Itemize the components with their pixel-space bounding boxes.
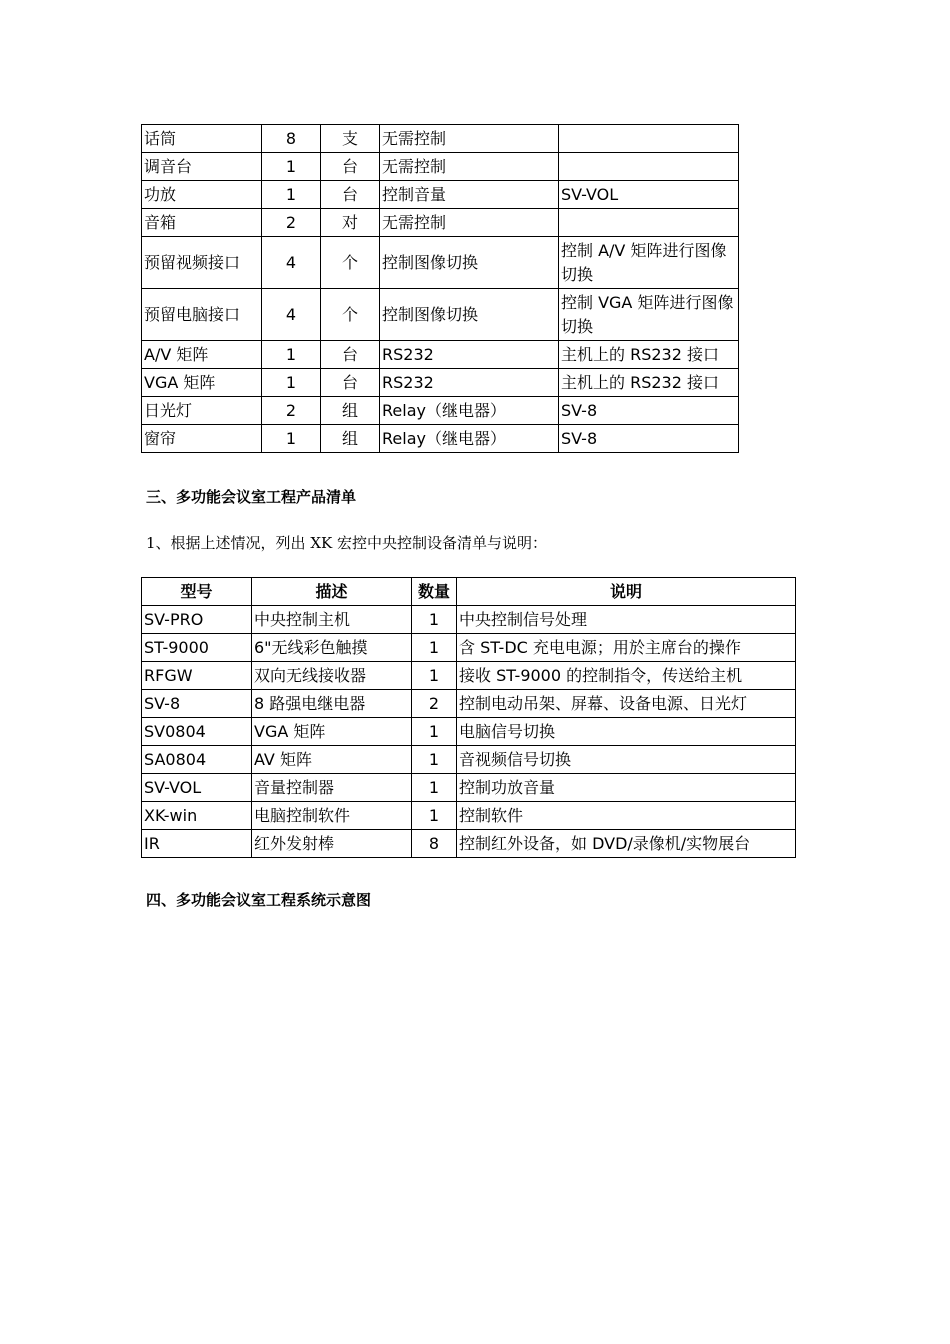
product-note: 音视频信号切换 [457, 746, 796, 774]
product-desc: AV 矩阵 [252, 746, 412, 774]
table-row [142, 830, 796, 858]
control-method: 无需控制 [380, 153, 559, 181]
product-qty: 1 [412, 634, 457, 662]
device-name: 日光灯 [142, 397, 262, 425]
device-name: 预留电脑接口 [142, 289, 262, 341]
product-desc: 中央控制主机 [252, 606, 412, 634]
product-model: IR [142, 830, 252, 858]
device-name: 预留视频接口 [142, 237, 262, 289]
product-model: SA0804 [142, 746, 252, 774]
device-name: 话筒 [142, 125, 262, 153]
device-unit: 对 [321, 209, 380, 237]
table-row [142, 774, 796, 802]
table-row [142, 341, 739, 369]
product-list-table [141, 577, 796, 858]
control-method: RS232 [380, 341, 559, 369]
device-unit: 组 [321, 425, 380, 453]
table-row [142, 397, 739, 425]
device-qty: 8 [262, 125, 321, 153]
product-desc: 双向无线接收器 [252, 662, 412, 690]
header-qty: 数量 [412, 578, 457, 606]
product-note: 控制软件 [457, 802, 796, 830]
device-qty: 1 [262, 369, 321, 397]
device-unit: 个 [321, 289, 380, 341]
table-row [142, 425, 739, 453]
control-method: 控制图像切换 [380, 289, 559, 341]
control-note: SV-VOL [559, 181, 739, 209]
section-4-heading: 四、多功能会议室工程系统示意图 [146, 891, 372, 909]
table-row [142, 125, 739, 153]
header-desc: 描述 [252, 578, 412, 606]
control-method: Relay（继电器） [380, 397, 559, 425]
product-desc: 红外发射棒 [252, 830, 412, 858]
product-qty: 8 [412, 830, 457, 858]
product-qty: 1 [412, 718, 457, 746]
table-row [142, 802, 796, 830]
section-3-intro: 1、根据上述情况，列出 XK 宏控中央控制设备清单与说明： [146, 534, 547, 552]
control-note: 控制 VGA 矩阵进行图像切换 [559, 289, 739, 341]
control-method: 控制音量 [380, 181, 559, 209]
product-note: 中央控制信号处理 [457, 606, 796, 634]
device-qty: 1 [262, 425, 321, 453]
control-note: SV-8 [559, 425, 739, 453]
product-desc: 8 路强电继电器 [252, 690, 412, 718]
section-3-heading: 三、多功能会议室工程产品清单 [146, 488, 357, 506]
control-method: RS232 [380, 369, 559, 397]
product-qty: 2 [412, 690, 457, 718]
product-model: SV-8 [142, 690, 252, 718]
control-method: 无需控制 [380, 209, 559, 237]
table-row [142, 209, 739, 237]
product-note: 控制功放音量 [457, 774, 796, 802]
device-unit: 台 [321, 181, 380, 209]
device-qty: 1 [262, 341, 321, 369]
control-note: 主机上的 RS232 接口 [559, 369, 739, 397]
control-method: 控制图像切换 [380, 237, 559, 289]
product-qty: 1 [412, 662, 457, 690]
control-note [559, 209, 739, 237]
product-model: SV-PRO [142, 606, 252, 634]
control-method: Relay（继电器） [380, 425, 559, 453]
control-note [559, 125, 739, 153]
product-model: ST-9000 [142, 634, 252, 662]
device-unit: 支 [321, 125, 380, 153]
control-note: SV-8 [559, 397, 739, 425]
device-unit: 组 [321, 397, 380, 425]
table-row [142, 662, 796, 690]
product-desc: VGA 矩阵 [252, 718, 412, 746]
product-model: RFGW [142, 662, 252, 690]
product-qty: 1 [412, 774, 457, 802]
product-desc: 音量控制器 [252, 774, 412, 802]
table-row [142, 237, 739, 289]
product-note: 控制红外设备，如 DVD/录像机/实物展台 [457, 830, 796, 858]
product-qty: 1 [412, 606, 457, 634]
product-desc: 电脑控制软件 [252, 802, 412, 830]
product-note: 控制电动吊架、屏幕、设备电源、日光灯 [457, 690, 796, 718]
table-row [142, 634, 796, 662]
table-row [142, 369, 739, 397]
table-header-row [142, 578, 796, 606]
device-qty: 2 [262, 397, 321, 425]
header-note: 说明 [457, 578, 796, 606]
table-row [142, 153, 739, 181]
product-model: SV0804 [142, 718, 252, 746]
device-name: A/V 矩阵 [142, 341, 262, 369]
table-row [142, 690, 796, 718]
product-model: SV-VOL [142, 774, 252, 802]
header-model: 型号 [142, 578, 252, 606]
product-qty: 1 [412, 746, 457, 774]
device-name: VGA 矩阵 [142, 369, 262, 397]
device-name: 窗帘 [142, 425, 262, 453]
device-name: 音箱 [142, 209, 262, 237]
device-qty: 1 [262, 181, 321, 209]
product-note: 含 ST-DC 充电电源；用於主席台的操作 [457, 634, 796, 662]
device-qty: 4 [262, 289, 321, 341]
table-row [142, 606, 796, 634]
device-unit: 台 [321, 341, 380, 369]
device-control-table [141, 124, 739, 453]
device-unit: 台 [321, 369, 380, 397]
control-note: 控制 A/V 矩阵进行图像切换 [559, 237, 739, 289]
table-row [142, 718, 796, 746]
product-note: 接收 ST-9000 的控制指令，传送给主机 [457, 662, 796, 690]
product-note: 电脑信号切换 [457, 718, 796, 746]
table-row [142, 289, 739, 341]
table-row [142, 746, 796, 774]
device-name: 调音台 [142, 153, 262, 181]
control-note [559, 153, 739, 181]
device-qty: 1 [262, 153, 321, 181]
device-qty: 2 [262, 209, 321, 237]
table-row [142, 181, 739, 209]
product-model: XK-win [142, 802, 252, 830]
product-qty: 1 [412, 802, 457, 830]
device-unit: 台 [321, 153, 380, 181]
device-qty: 4 [262, 237, 321, 289]
control-note: 主机上的 RS232 接口 [559, 341, 739, 369]
device-name: 功放 [142, 181, 262, 209]
control-method: 无需控制 [380, 125, 559, 153]
device-unit: 个 [321, 237, 380, 289]
product-desc: 6"无线彩色触摸 [252, 634, 412, 662]
